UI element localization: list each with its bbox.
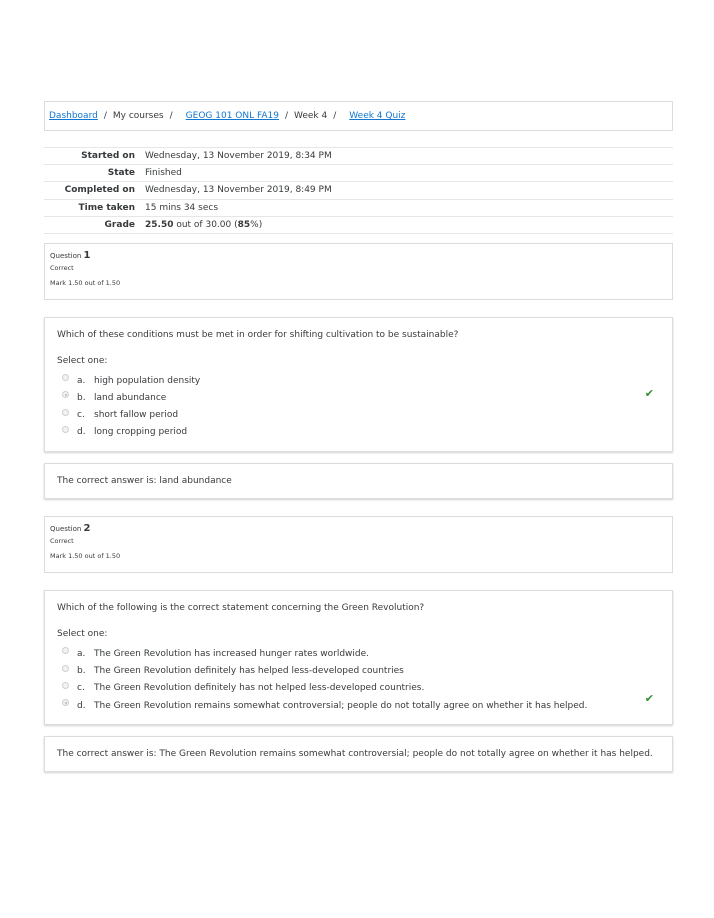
breadcrumb-quiz-link[interactable]: Week 4 Quiz: [349, 111, 406, 121]
option-text: high population density: [94, 375, 201, 386]
answer-option-c[interactable]: [57, 407, 660, 424]
summary-row-completed: [44, 182, 673, 199]
grade-score: 25.50: [145, 219, 174, 230]
summary-row-time-taken: [44, 200, 673, 217]
correct-answer-text: The correct answer is: land abundance: [57, 476, 232, 487]
radio-button[interactable]: [62, 374, 69, 381]
question-label: Question: [50, 525, 82, 534]
option-text: short fallow period: [94, 410, 179, 421]
breadcrumb-separator: /: [169, 111, 173, 121]
radio-button[interactable]: [62, 682, 69, 689]
radio-button-selected[interactable]: [62, 699, 69, 706]
question-number: [50, 523, 672, 535]
summary-label: Time taken: [78, 202, 135, 213]
question-state: Correct: [50, 263, 74, 272]
select-prompt: Select one:: [57, 629, 108, 640]
grade-suffix: %): [250, 219, 263, 230]
select-prompt: Select one:: [57, 355, 108, 366]
question-1-info: [44, 243, 673, 300]
summary-label: Grade: [104, 219, 135, 230]
question-label: Question: [50, 251, 82, 260]
summary-label: State: [107, 168, 135, 179]
option-letter: c.: [77, 683, 85, 694]
option-letter: d.: [77, 700, 86, 711]
radio-button[interactable]: [62, 409, 69, 416]
breadcrumb-separator: /: [284, 111, 288, 121]
check-icon: ✔: [644, 386, 654, 400]
question-2-content: [44, 590, 673, 725]
option-letter: b.: [77, 392, 86, 403]
option-letter: b.: [77, 666, 86, 677]
breadcrumb-my-courses: My courses: [112, 111, 164, 121]
question-1-correct-answer: [44, 463, 673, 499]
option-text: long cropping period: [94, 427, 188, 438]
radio-button-selected[interactable]: [62, 391, 69, 398]
summary-value: Wednesday, 13 November 2019, 8:49 PM: [145, 185, 332, 196]
question-text: Which of the following is the correct statement concerning the Green Revolution?: [57, 603, 425, 614]
breadcrumb-separator: /: [103, 111, 107, 121]
option-text: The Green Revolution remains somewhat controversial; people do not totally agree on whether it has helped.: [94, 700, 588, 711]
answer-option-d[interactable]: [57, 697, 660, 714]
question-1-content: [44, 317, 673, 452]
option-text: The Green Revolution definitely has not helped less-developed countries.: [94, 683, 425, 694]
question-number: [50, 250, 672, 262]
option-letter: a.: [77, 648, 86, 659]
question-number-value: 2: [83, 523, 91, 535]
answer-option-b[interactable]: [57, 386, 660, 406]
summary-label: Completed on: [64, 185, 135, 196]
attempt-summary-table: [44, 147, 673, 234]
summary-row-state: [44, 165, 673, 182]
summary-value: Wednesday, 13 November 2019, 8:34 PM: [145, 151, 332, 162]
option-letter: c.: [77, 410, 85, 421]
grade-value: [145, 220, 673, 230]
answer-option-c[interactable]: [57, 680, 660, 697]
option-letter: a.: [77, 375, 86, 386]
summary-value: Finished: [145, 168, 182, 179]
question-mark: Mark 1.50 out of 1.50: [50, 278, 121, 287]
summary-label: Started on: [81, 151, 135, 162]
breadcrumb-course-link[interactable]: GEOG 101 ONL FA19: [185, 111, 279, 121]
question-mark: Mark 1.50 out of 1.50: [50, 551, 121, 560]
option-text: The Green Revolution has increased hunger rates worldwide.: [94, 648, 370, 659]
question-2-info: [44, 516, 673, 573]
summary-value: 15 mins 34 secs: [145, 202, 219, 213]
summary-row-started: [44, 148, 673, 165]
breadcrumb-dashboard-link[interactable]: Dashboard: [49, 111, 98, 121]
radio-button[interactable]: [62, 665, 69, 672]
summary-row-grade: [44, 217, 673, 234]
breadcrumb: [44, 101, 673, 131]
answer-option-b[interactable]: [57, 662, 660, 679]
question-text: Which of these conditions must be met in order for shifting cultivation to be sustainable?: [57, 329, 459, 340]
correct-answer-text: The correct answer is: The Green Revolution remains somewhat controversial; people do not totally agree on whether it has helped.: [57, 749, 653, 760]
grade-outof: out of 30.00 (: [173, 219, 238, 230]
option-text: land abundance: [94, 392, 167, 403]
breadcrumb-week: Week 4: [293, 111, 328, 121]
breadcrumb-separator: /: [333, 111, 337, 121]
answer-option-d[interactable]: [57, 424, 660, 441]
option-text: The Green Revolution definitely has helped less-developed countries: [94, 666, 404, 677]
quiz-review-page: [44, 101, 673, 772]
answer-option-a[interactable]: [57, 372, 660, 389]
check-icon: ✔: [644, 692, 654, 706]
radio-button[interactable]: [62, 426, 69, 433]
grade-percent: 85: [237, 219, 251, 230]
question-state: Correct: [50, 537, 74, 546]
answer-option-a[interactable]: [57, 645, 660, 662]
question-2-correct-answer: [44, 736, 673, 772]
option-letter: d.: [77, 427, 86, 438]
question-number-value: 1: [83, 249, 91, 261]
radio-button[interactable]: [62, 647, 69, 654]
